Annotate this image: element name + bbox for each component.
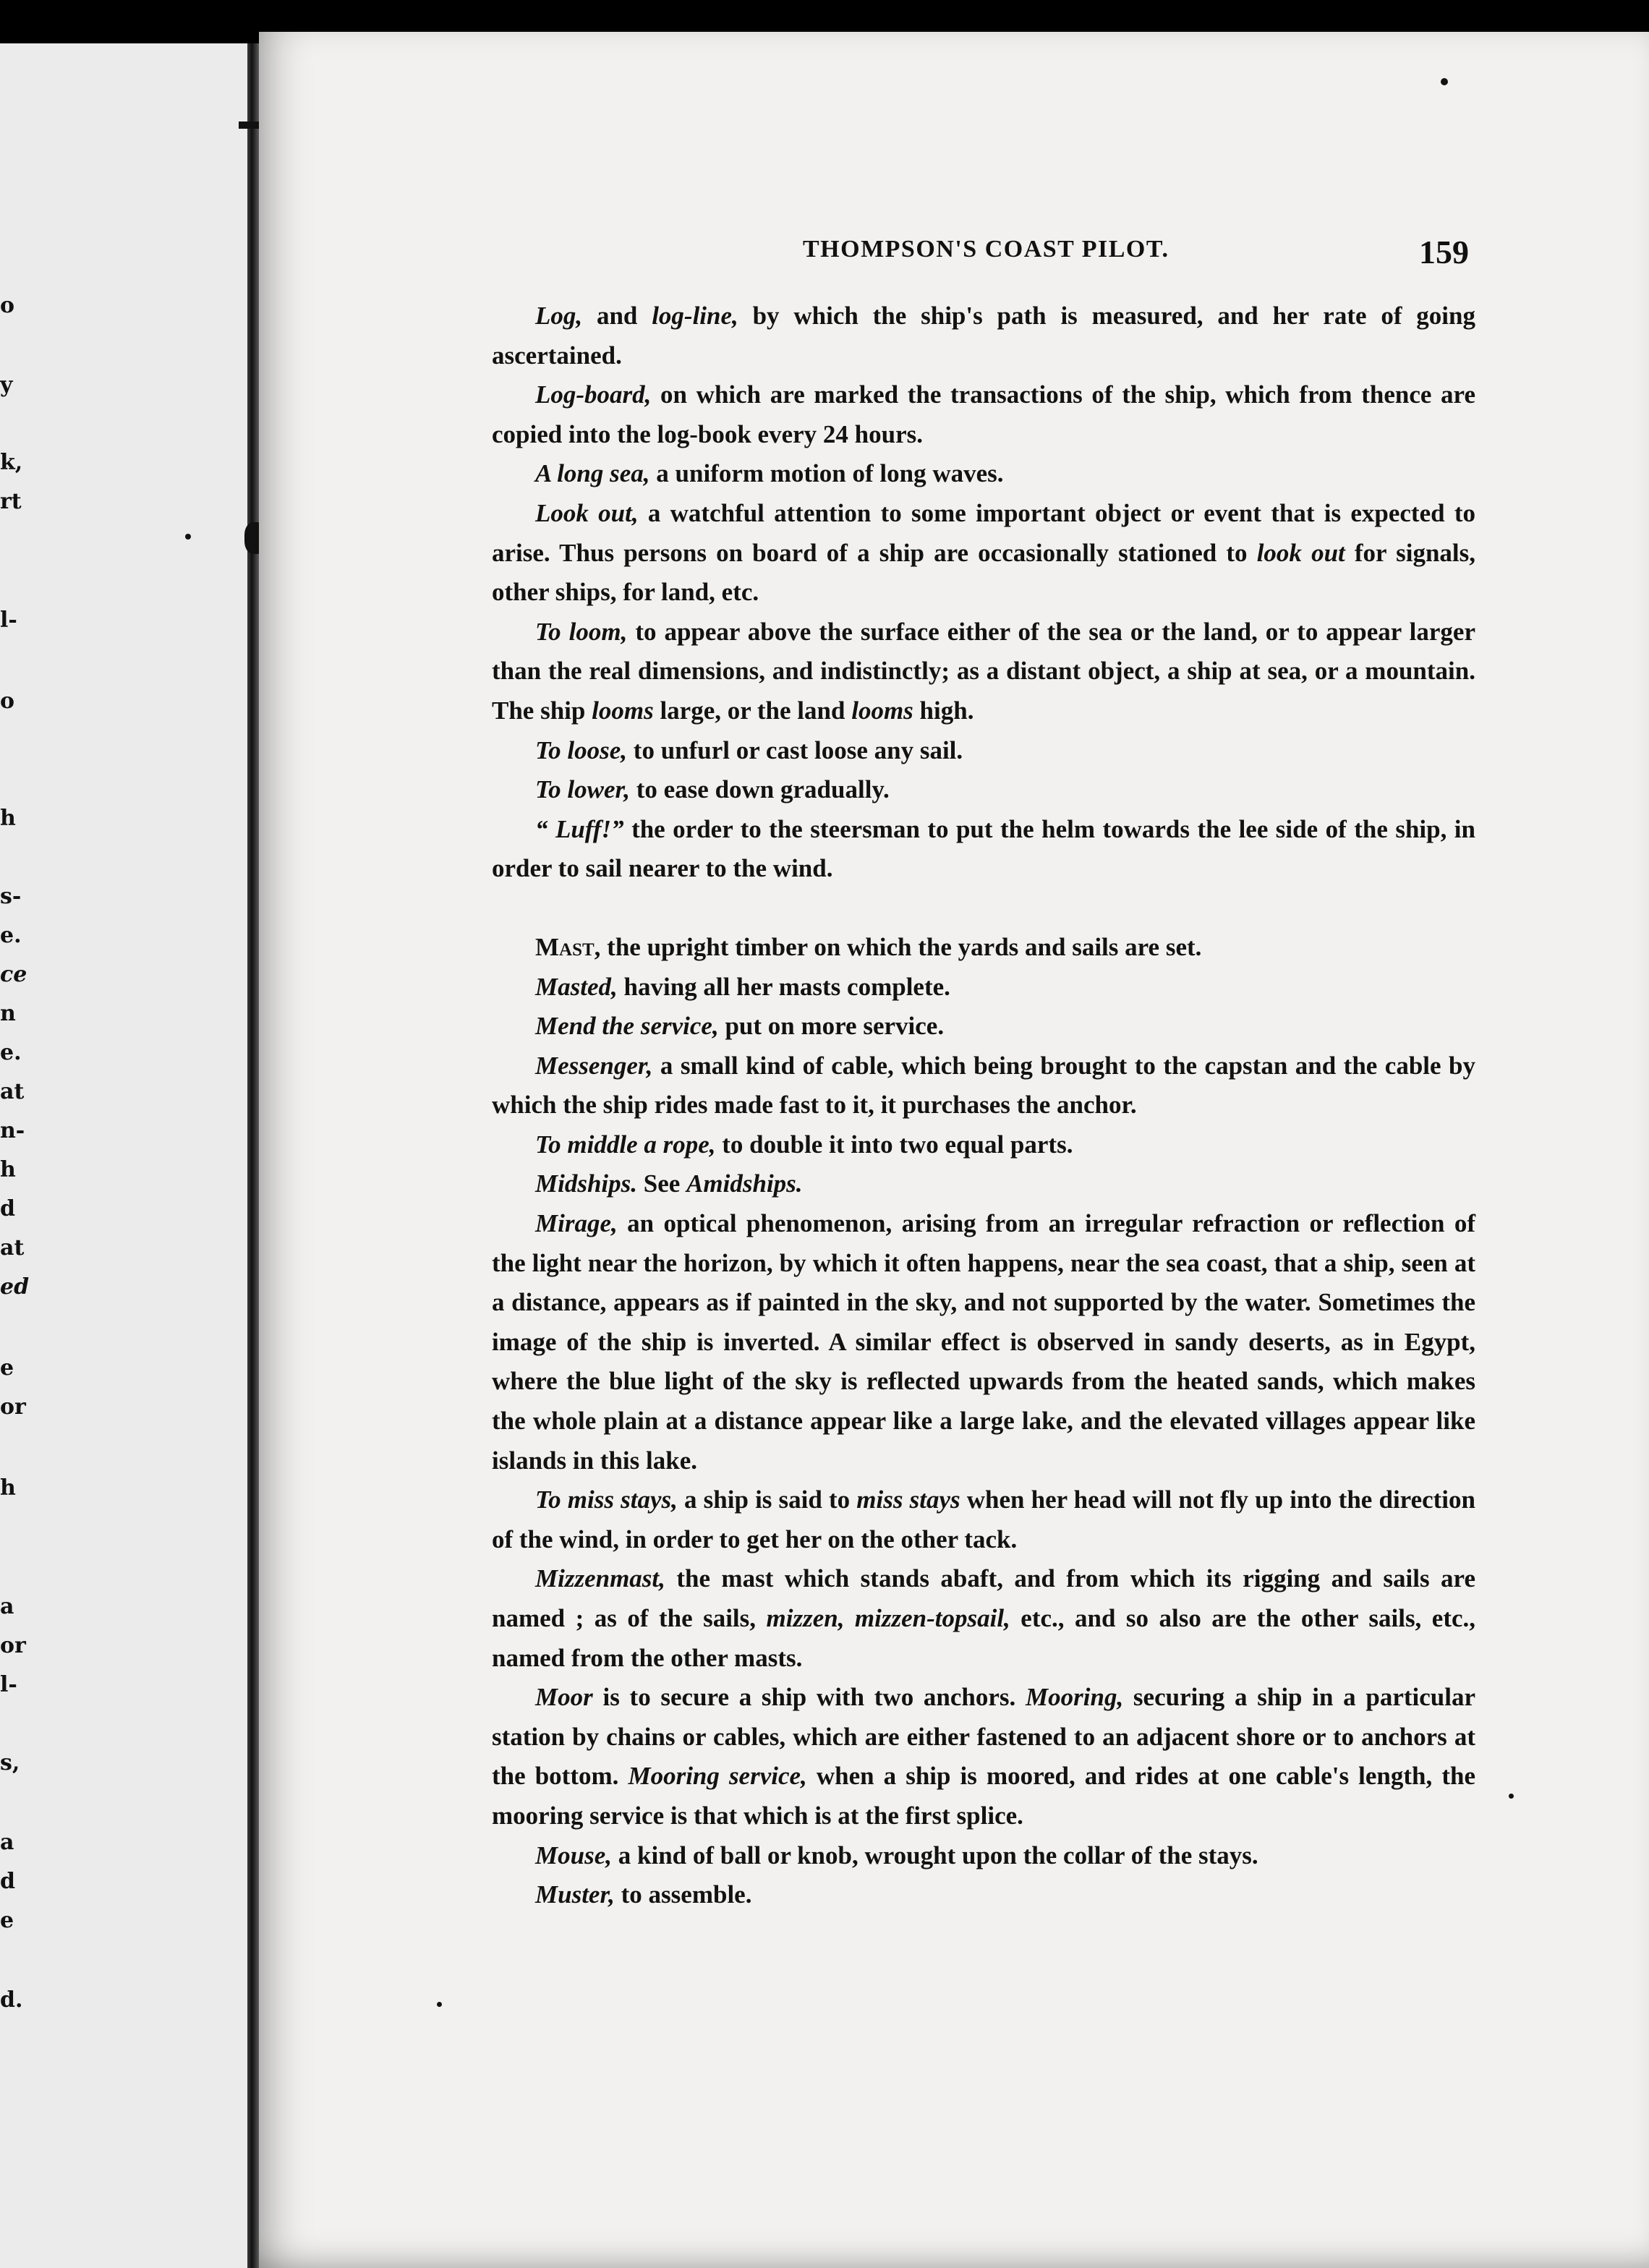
margin-fragment: e. (0, 1040, 22, 1065)
margin-fragment: at (0, 1079, 25, 1104)
glossary-entry: To miss stays, a ship is said to miss stays when her head will not fly up into the direction of the wind, in order to get her on the other tack. (492, 1485, 1475, 1553)
entry-term: Masted, (535, 972, 618, 1001)
margin-fragment: h (0, 1475, 16, 1501)
entry-term: Look out, (535, 498, 639, 527)
margin-fragment: ce (0, 962, 27, 987)
glossary-entry (492, 810, 1475, 889)
entry-term: To loose, (535, 736, 628, 764)
margin-fragment: or (0, 1394, 26, 1420)
ink-speck (437, 2002, 442, 2007)
entry-term: log-line, (652, 302, 738, 330)
margin-fragment: k, (0, 450, 23, 475)
entry-term: To miss stays, (535, 1485, 678, 1514)
entry-term: To loom, (535, 617, 628, 646)
entry-definition: put on more service. (718, 1012, 945, 1041)
book-spine (247, 43, 259, 2268)
entry-term: Midships. (535, 1169, 638, 1198)
entry-definition: a watchful attention to some important object or event that is expected to arise. Thus persons on board of a ship are occasionally stationed to (492, 498, 1475, 567)
entry-term: Mend the service, (535, 1012, 719, 1041)
entry-term: Log, (535, 302, 583, 330)
margin-fragment: ed (0, 1274, 30, 1300)
margin-fragment: l- (0, 608, 17, 633)
margin-fragment: a (0, 1830, 14, 1855)
entry-term: Log-board, (535, 380, 652, 409)
glossary-entry: Midships. See Amidships. (535, 1169, 803, 1198)
glossary-entry (492, 1836, 1475, 1876)
entry-definition: a uniform motion of long waves. (649, 459, 1004, 488)
entry-term: Muster, (535, 1880, 615, 1909)
margin-fragment: y (0, 372, 13, 398)
entry-term: Mizzenmast, (535, 1564, 665, 1593)
entry-definition: a small kind of cable, which being brought to the capstan and the cable by which the ship rides made fast to it, it purchases the anchor. (492, 1051, 1475, 1120)
glossary-entry: Moor is to secure a ship with two anchors. Mooring, securing a ship in a particular station by chains or cables, which are either fastened to an adjacent shore or to anchors at the bottom. Mooring service, when a ship is moored, and rides at one cable's length, the mooring service is that which is at the first splice. (492, 1683, 1475, 1830)
glossary-entry (492, 1875, 1475, 1915)
margin-fragment: o (0, 293, 15, 318)
entry-definition: to appear above the surface either of the sea or the land, or to appear larger than the real dimensions, and indistinctly; as a distant object, a ship at sea, or a mountain. The ship (492, 617, 1475, 725)
entry-term: “ Luff!” (535, 814, 624, 843)
margin-fragment: d (0, 1869, 15, 1894)
glossary-text (492, 297, 1475, 1915)
entry-definition: the order to the steersman to put the helm towards the lee side of the ship, in order to sail nearer to the wind. (492, 814, 1475, 883)
ink-speck (185, 534, 191, 540)
margin-fragment: h (0, 1157, 16, 1182)
margin-fragment: at (0, 1235, 25, 1261)
glossary-entry: Look out, a watchful attention to some important object or event that is expected to arise. Thus persons on board of a ship are occasionally stationed to look out for signals, other ships, for land, etc. (492, 498, 1475, 607)
glossary-entry (492, 770, 1475, 810)
entry-definition: a ship is said to (677, 1485, 857, 1514)
entry-term: Mouse, (535, 1841, 612, 1870)
entry-definition: having all her masts complete. (617, 972, 950, 1001)
entry-definition: the mast which stands abaft, and from which its rigging and sails are named ; as of the sails, (492, 1564, 1475, 1632)
glossary-entry (492, 1125, 1475, 1165)
entry-term: Moor (535, 1683, 593, 1712)
glossary-entry: To loom, to appear above the surface either of the sea or the land, or to appear larger than the real dimensions, and indistinctly; as a distant object, a ship at sea, or a mountain. The ship looms large, or the land looms high. (492, 617, 1475, 725)
ink-speck (1509, 1794, 1514, 1799)
entry-definition: on which are marked the transactions of the ship, which from thence are copied into the log-book every 24 hours. (492, 380, 1475, 448)
glossary-entry (492, 1046, 1475, 1125)
entry-definition: the upright timber on which the yards and sails are set. (600, 932, 1202, 961)
margin-fragment: e (0, 1355, 14, 1381)
glossary-entry (492, 731, 1475, 771)
entry-term: Mast, (535, 932, 601, 961)
glossary-entry (492, 968, 1475, 1007)
entry-definition: an optical phenomenon, arising from an irregular refraction or reflection of the light near the horizon, by which it often happens, near the sea coast, that a ship, seen at a distance, appears as if painted in the sky, and not supported by the water. Sometimes the image of the ship is inverted. A similar effect is observed in sandy deserts, as in Egypt, where the blue light of the sky is reflected upwards from the heated sands, which makes the whole plain at a distance appear like a large lake, and the elevated villages appear like islands in this lake. (492, 1209, 1475, 1475)
entry-definition: to unfurl or cast loose any sail. (627, 736, 963, 764)
margin-fragment: e. (0, 923, 22, 948)
margin-fragment: h (0, 806, 16, 831)
glossary-entry (492, 1007, 1475, 1046)
entry-definition: is to secure a ship with two anchors. (592, 1683, 1026, 1712)
margin-fragment: d. (0, 1987, 23, 2013)
entry-definition: to assemble. (614, 1880, 752, 1909)
margin-fragment: e (0, 1908, 14, 1933)
entry-term: Mirage, (535, 1209, 618, 1238)
entry-definition: See (637, 1169, 687, 1198)
glossary-entry (492, 375, 1475, 454)
entry-definition: to ease down gradually. (629, 775, 890, 804)
margin-fragment: a (0, 1594, 14, 1619)
margin-fragment: o (0, 688, 15, 714)
glossary-entry: Log, and log-line, by which the ship's path is measured, and her rate of going ascertained. (492, 302, 1475, 370)
entry-term: To lower, (535, 775, 630, 804)
glossary-entry (492, 928, 1475, 968)
margin-fragment: or (0, 1633, 26, 1658)
margin-fragment: s, (0, 1750, 20, 1775)
entry-definition: a kind of ball or knob, wrought upon the collar of the stays. (612, 1841, 1258, 1870)
page-number: 159 (1419, 234, 1469, 270)
margin-fragment: rt (0, 489, 22, 514)
glossary-entry: Mizzenmast, the mast which stands abaft, and from which its rigging and sails are named ; as of the sails, mizzen, mizzen-topsail, etc., and so also are the other sails, etc., named from the other masts. (492, 1564, 1476, 1672)
margin-fragment: n (0, 1001, 16, 1026)
entry-term: To middle a rope, (535, 1130, 716, 1159)
entry-term: A long sea, (535, 459, 650, 488)
glossary-entry (492, 454, 1475, 494)
margin-fragment: s- (0, 884, 22, 909)
margin-fragment: l- (0, 1672, 17, 1697)
entry-term: Messenger, (535, 1051, 653, 1080)
margin-fragment: n- (0, 1118, 25, 1143)
margin-fragment: d (0, 1196, 15, 1222)
entry-definition: by which the ship's path is measured, and her rate of going ascertained. (492, 302, 1475, 370)
ink-speck (1441, 78, 1448, 85)
left-page (0, 43, 250, 2268)
running-head: THOMPSON'S COAST PILOT. (803, 236, 1169, 263)
entry-definition: to double it into two equal parts. (715, 1130, 1073, 1159)
glossary-entry (492, 1204, 1475, 1480)
